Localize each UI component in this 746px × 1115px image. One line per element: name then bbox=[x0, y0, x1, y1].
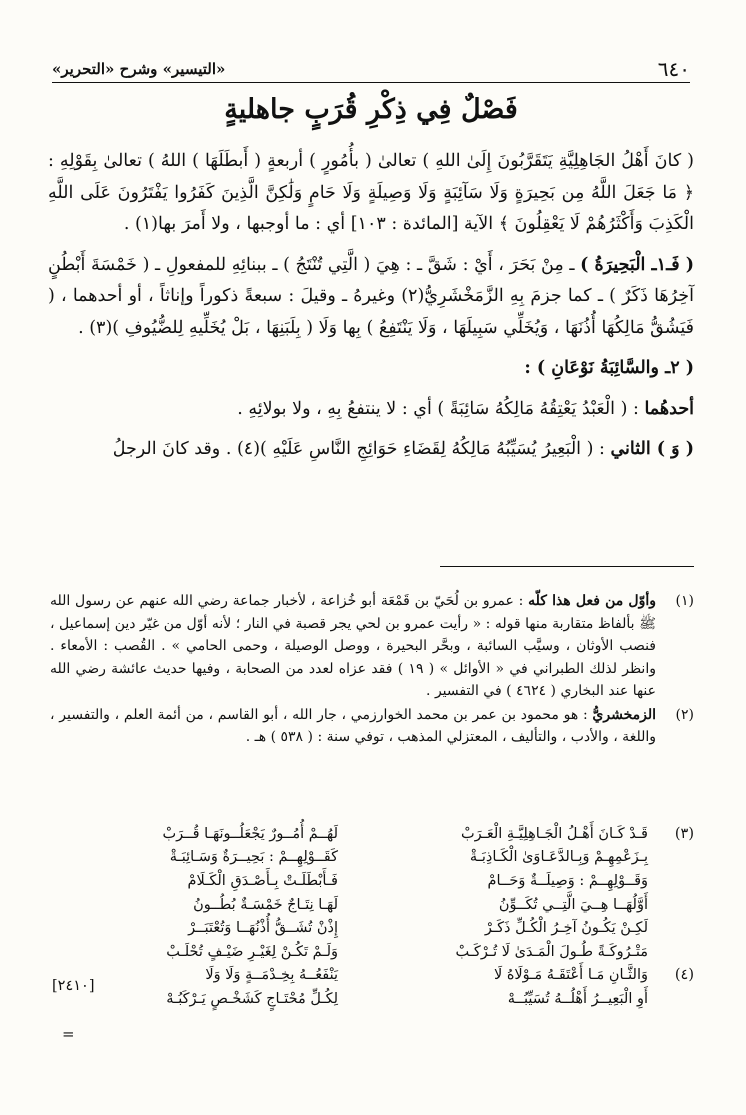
second-hemistich: لَهَـا نِتَـاجٌ خَمْسَـةٌ بُطُــونُ bbox=[193, 896, 338, 913]
second-hemistich: وَلَـمْ تَكُـنْ لِغَيْـرِ ضَيْـفٍ تُحْلَـبْ bbox=[166, 943, 338, 960]
first-hemistich: وَالثَّـانِ مَـا أَعْتَقَـهُ مَـوْلَاهُ لَا bbox=[493, 967, 648, 984]
main-text bbox=[48, 146, 694, 475]
intro-paragraph: ( كانَ أَهْلُ الجَاهِلِيَّةِ يَتَقَرَّبُونَ إِلَىٰ اللهِ ) تعالىٰ ( بأُمُورٍ ) أربعةٍ ( أَبطَلَهَا ) اللهُ ) تعالىٰ بِقَوْلِهِ : ﴿ مَا جَعَلَ اللَّهُ مِن بَحِيرَةٍ وَلَا سَآئِبَةٍ وَلَا وَصِيلَةٍ وَلَا حَامٍ وَلَٰكِنَّ الَّذِينَ كَفَرُوا يَفْتَرُونَ عَلَى اللَّهِ الْكَذِبَ وَأَكْثَرُهُمْ لَا يَعْقِلُونَ ﴾ الآية [المائدة : ١٠٣] أي : ما أوجبها ، ولا أَمرَ بها(١) . bbox=[48, 151, 694, 234]
footnote-1 bbox=[50, 590, 694, 703]
poem-line bbox=[52, 822, 694, 846]
footnote-text bbox=[50, 704, 656, 749]
second-hemistich: يَنْفَعُــهُ بِخِـدْمَــةٍ وَلَا وَلَا bbox=[205, 967, 338, 984]
poem-line bbox=[52, 893, 694, 917]
footnote-2 bbox=[50, 704, 694, 749]
footnote-lead: الزمخشريُّ bbox=[592, 706, 656, 723]
running-title: «التيسير» وشرح «التحرير» bbox=[52, 60, 226, 78]
page-number: ٦٤٠ bbox=[657, 57, 690, 81]
continuation-mark: = bbox=[62, 1025, 75, 1043]
poem-line bbox=[52, 846, 694, 870]
bahira-text: ـ مِنْ بَحَرَ ، أَيْ : شَقَّ ـ : هِيَ ( الَّتِي تُنْتَجُ ) ـ ببنائِهِ للمفعولِ ـ ( خَمْسَةَ أَبْطُنٍ آخِرُهَا ذَكَرٌ ) ـ كما جزمَ بِهِ الزَّمَخْشَرِيُّ(٢) وغيرهُ ـ وقيلَ : سبعةً ذكوراً وإناثاً ، أو أحدهما ، ( فَيَشُقُّ مَالِكُهَا أُذُنَهَا ، وَيُخَلِّي سَبِيلَهَا ، وَلَا يَنْتَفِعُ ) بِها وَلَا ( بِلَبَنِهَا ، بَلْ يُخَلِّيهِ لِلضُّيُوفِ )(٣) . bbox=[48, 254, 694, 338]
footnote-body: : عمرو بن لُحَيّ بن قَمْعَة أبو خُزاعة ، لأخبار جماعة رضي الله عنهم عن رسول الله ﷺ بألفاظ متقاربة منها قوله : « رأيت عمرو بن لحي يجر قصبة في النار ؛ لأنه أوّل من غيّر دين إسماعيل ، فنصب الأوثان ، وسيَّب السائبة ، وبحَّر البحيرة ، ووصل الوصيلة ، وحمى الحامي » . القُصب : الأمعاء . وانظر لذلك الطبراني في « الأوائل » ( ١٩ ) فقد عزاه لعدد من الصحابة ، وفيها حديث عائشة رضي الله عنها عند البخاري ( ٤٦٢٤ ) في التفسير . bbox=[50, 593, 656, 699]
footnote-lead: وأوّل من فعل هذا كلّه bbox=[528, 593, 656, 609]
footnote-body: : هو محمود بن عمر بن محمد الخوارزمي ، جار الله ، أبو القاسم ، من أئمة العلم ، والتفسير ، واللغة ، والأدب ، والتأليف ، المعتزلي المذهب ، توفي سنة : ( ٥٣٨ ) هـ . bbox=[50, 706, 656, 745]
second-hemistich: إِذْنْ تُشَــقُّ أُذْنُهَــا وَتُعْتَبَــرْ bbox=[188, 920, 338, 937]
header-rule bbox=[52, 82, 690, 83]
margin-reference: [٢٤١٠] bbox=[52, 978, 95, 994]
poem-line bbox=[52, 869, 694, 893]
saiba-heading: ( ٢ـ والسَّائِبَةُ نَوْعَانِ ) : bbox=[524, 358, 694, 378]
first-hemistich: أَوِ الْبَعِيــرُ أَهْلُــهُ تُسَيِّبُــهْ bbox=[507, 990, 648, 1007]
first-lead: أحدهُما bbox=[644, 398, 694, 419]
first-hemistich: لَكِـنْ يَكُـونُ آخِـرُ الْكُـلِّ ذَكَـرْ bbox=[484, 920, 648, 937]
page-header bbox=[52, 58, 690, 80]
first-hemistich: أَوَّلُهَــا هِــيَ الَّتِــي تُكَــوِّنُ bbox=[498, 896, 648, 913]
poem-line bbox=[52, 964, 694, 988]
second-hemistich: فَـأَبْطَلَـتْ بِـأَصْـدَقِ الْكَـلَامْ bbox=[187, 872, 338, 889]
footnote-number: (٢) bbox=[675, 706, 694, 723]
bahira-paragraph bbox=[48, 250, 694, 345]
poem-line bbox=[52, 940, 694, 964]
poem-line bbox=[52, 916, 694, 940]
second-hemistich: لِكُـلِّ مُحْتَـاجٍ كَشَخْـصٍ يَـرْكَبُـهْ bbox=[166, 990, 338, 1007]
first-hemistich: بِـزَعْمِهِـمْ وَبِـالدَّعَـاوَىٰ الْكَـاذِبَـةْ bbox=[469, 849, 648, 866]
second-lead: ( وَ ) الثاني bbox=[610, 439, 694, 459]
footnote-text bbox=[50, 590, 656, 703]
second-hemistich: كَقَــوْلِهِــمْ : بَحِيــرَةٌ وَسَـائِبَـةْ bbox=[169, 849, 338, 866]
second-text: : ( الْبَعِيرُ يُسَيِّبُهُ مَالِكُهُ لِقَضَاءِ حَوَائِجِ النَّاسِ عَلَيْهِ )(٤) . وقد كانَ الرجلُ bbox=[112, 439, 611, 459]
footnote-number: (٣) bbox=[674, 825, 694, 842]
first-hemistich: مَتْـرُوكَـةً طُـولَ الْمَـدَىٰ لَا تُـرْكَـبْ bbox=[455, 943, 648, 960]
section-title: فَصْلٌ فِي ذِكْرِ قُرَبٍ جاهليةٍ bbox=[224, 94, 518, 125]
footnote-number: (١) bbox=[675, 593, 694, 609]
second-type-paragraph bbox=[48, 434, 694, 466]
first-type-paragraph bbox=[48, 394, 694, 426]
second-hemistich: لَهُــمْ أُمُــورٌ يَجْعَلُــونَهَـا قُــرَبْ bbox=[162, 825, 338, 842]
poem-footnotes bbox=[52, 822, 694, 1011]
footnotes bbox=[50, 590, 694, 750]
first-hemistich: وَقَــوْلِهِــمْ : وَصِيلَــةٌ وَحَــامْ bbox=[487, 872, 648, 889]
first-hemistich: قَـدْ كَـانَ أَهْـلُ الْجَـاهِلِيَّـةِ الْعَـرَبْ bbox=[460, 825, 648, 842]
poem-line bbox=[52, 987, 694, 1011]
bahira-heading: ( فَـ١ـ الْبَحِيرَةُ ) bbox=[580, 254, 695, 275]
footnote-divider bbox=[440, 566, 694, 567]
first-text: : ( الْعَبْدُ يَعْتِقُهُ مَالِكُهُ سَائِبَةً ) أي : لا ينتفعُ بِهِ ، ولا بولائِهِ . bbox=[237, 398, 645, 419]
footnote-number: (٤) bbox=[674, 967, 694, 984]
